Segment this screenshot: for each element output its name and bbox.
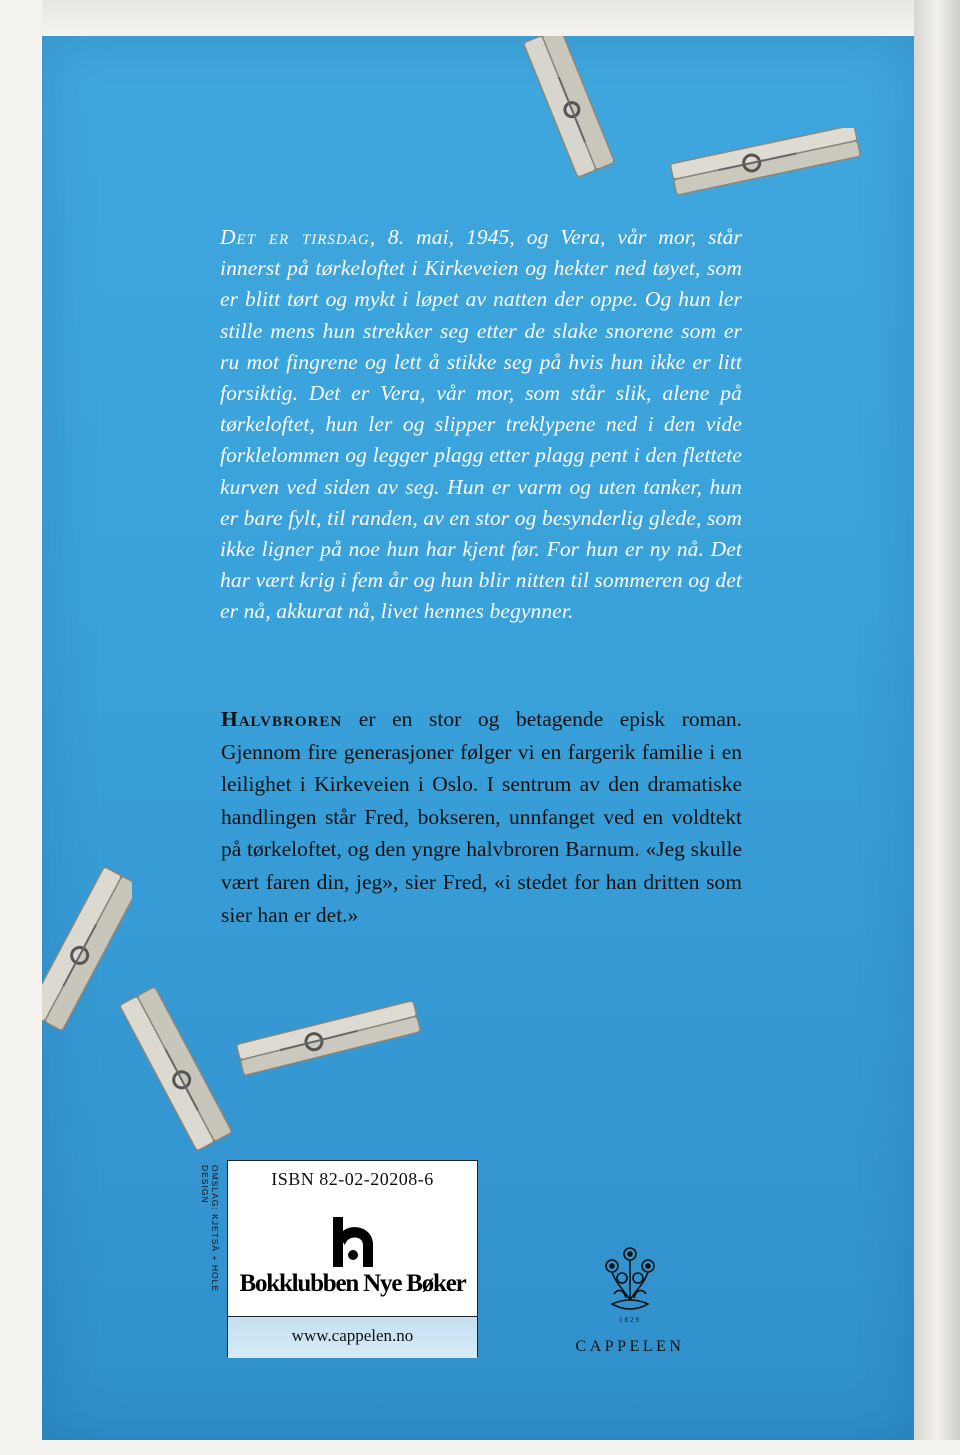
book-club-name: Bokklubben Nye Bøker — [239, 1270, 466, 1297]
excerpt-quote — [220, 222, 742, 628]
bokklubben-logo-icon — [325, 1215, 383, 1271]
book-title: Halvbroren — [221, 707, 343, 731]
clothespin-icon — [234, 1000, 424, 1080]
publisher-year: 1829 — [619, 1316, 641, 1324]
excerpt-text: 8. mai, 1945, og Vera, vår mor, står innerst på tørkeloftet i Kirkeveien og hekter ned tøyet, som er blitt tørt og mykt i løpet av natten der oppe. Og hun ler stille mens hun strekker seg etter de slake snorene som er ru mot fingrene og lett å stikke seg på hvis hun ikke er litt forsiktig. Det er Vera, vår mor, som står slik, alene på tørkeloftet, hun ler og slipper treklypene ned i den vide forklelommen og legger plagg etter plagg pent i den flettete kurven ved siden av seg. Hun er varm og uten tanker, hun er bare fylt, til randen, av en stor og besynderlig glede, som ikke ligner på noe hun har kjent før. For hun er ny nå. Det har vært krig i fem år og hun blir nitten til sommeren og det er nå, akkurat nå, livet hennes begynner. — [220, 225, 742, 624]
publisher-website: www.cappelen.no — [228, 1316, 477, 1358]
blurb-text: er en stor og betagende episk roman. Gjennom fire generasjoner følger vi en fargerik familie i en leilighet i Kirkeveien i Oslo. I sentrum av den dramatiske handlingen står Fred, bokseren, unnfanget ved en voldtekt på tørkeloftet, og den yngre halvbroren Barnum. «Jeg skulle vært faren din, jeg», sier Fred, «i stedet for han dritten som sier han er det.» — [221, 707, 742, 927]
isbn-number: ISBN 82-02-20208-6 — [271, 1169, 434, 1189]
book-spine-edge — [914, 0, 960, 1455]
publisher-name: CAPPELEN — [575, 1338, 685, 1355]
isbn-box — [227, 1160, 478, 1357]
excerpt-lead: Det er tirsdag, — [220, 225, 377, 249]
paper-top-edge — [0, 0, 960, 36]
cover-design-credit: OMSLAG: KJETSÅ + HOLE DESIGN — [200, 1165, 220, 1293]
paper-bottom-edge — [0, 1440, 960, 1455]
clothespin-icon — [520, 36, 620, 180]
clothespin-icon — [112, 986, 242, 1156]
book-blurb — [221, 703, 742, 931]
clothespin-icon — [668, 128, 864, 198]
cappelen-flower-emblem-icon — [598, 1244, 662, 1324]
paper-left-edge — [0, 0, 42, 1455]
